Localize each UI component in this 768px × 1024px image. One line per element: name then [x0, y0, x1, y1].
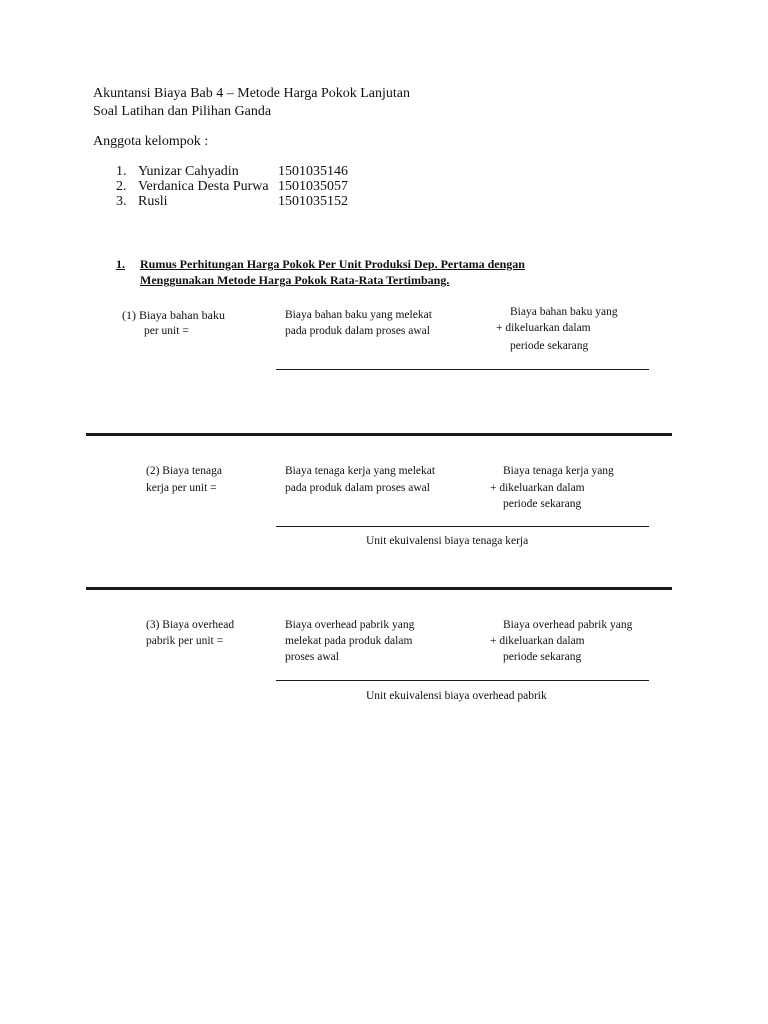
numerator-left-cont: melekat pada produk dalam [285, 635, 413, 647]
numerator-left-cont: pada produk dalam proses awal [285, 482, 430, 494]
numerator-left: Biaya tenaga kerja yang melekat [285, 465, 436, 477]
section-number: 1. [116, 257, 125, 271]
document-title: Akuntansi Biaya Bab 4 – Metode Harga Pokok Lanjutan [93, 86, 411, 101]
numerator-right: Biaya tenaga kerja yang [503, 465, 614, 477]
section-divider [86, 433, 672, 436]
numerator-left: Biaya bahan baku yang melekat [285, 309, 432, 321]
numerator-right-cont2: periode sekarang [510, 340, 589, 352]
formula-label: (3) Biaya overhead [146, 619, 235, 631]
numerator-right-cont2: periode sekarang [503, 498, 582, 510]
numerator-left-cont2: proses awal [285, 651, 339, 663]
formula-label-cont: pabrik per unit = [146, 635, 224, 647]
member-number: 2. [116, 179, 127, 194]
member-name: Yunizar Cahyadin [138, 164, 239, 179]
section-divider [86, 587, 672, 590]
group-label: Anggota kelompok : [93, 134, 209, 149]
numerator-right-cont: + dikeluarkan dalam [490, 635, 585, 647]
formula-label-cont: kerja per unit = [146, 482, 217, 494]
numerator-right: Biaya bahan baku yang [510, 306, 618, 318]
fraction-bar [276, 526, 649, 527]
numerator-right: Biaya overhead pabrik yang [503, 619, 633, 631]
fraction-bar [276, 369, 649, 370]
formula-label: (2) Biaya tenaga [146, 465, 222, 477]
section-heading: Rumus Perhitungan Harga Pokok Per Unit Produksi Dep. Pertama dengan [140, 257, 525, 271]
member-id: 1501035146 [278, 164, 348, 179]
member-id: 1501035152 [278, 194, 348, 209]
formula-label-cont: per unit = [144, 325, 189, 337]
denominator: Unit ekuivalensi biaya tenaga kerja [366, 535, 529, 547]
document-subtitle: Soal Latihan dan Pilihan Ganda [93, 104, 272, 119]
numerator-right-cont: + dikeluarkan dalam [496, 322, 591, 334]
fraction-bar [276, 680, 649, 681]
section-heading-continued: Menggunakan Metode Harga Pokok Rata-Rata Tertimbang. [140, 273, 450, 287]
member-id: 1501035057 [278, 179, 348, 194]
member-name: Rusli [138, 194, 168, 209]
member-number: 3. [116, 194, 127, 209]
numerator-right-cont: + dikeluarkan dalam [490, 482, 585, 494]
denominator: Unit ekuivalensi biaya overhead pabrik [366, 690, 547, 702]
numerator-left: Biaya overhead pabrik yang [285, 619, 415, 631]
numerator-left-cont: pada produk dalam proses awal [285, 325, 430, 337]
member-name: Verdanica Desta Purwa [138, 179, 269, 194]
numerator-right-cont2: periode sekarang [503, 651, 582, 663]
formula-label: (1) Biaya bahan baku [122, 308, 225, 322]
member-number: 1. [116, 164, 127, 179]
